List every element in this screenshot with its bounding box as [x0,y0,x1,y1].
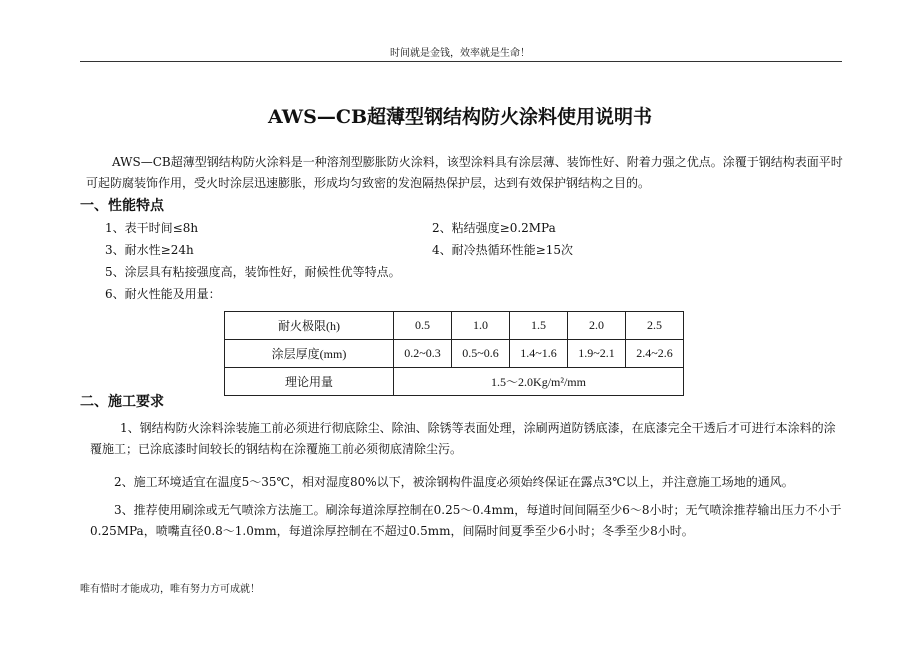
table-cell: 2.4~2.6 [626,340,684,368]
table-row [225,340,684,368]
table-cell: 1.4~1.6 [510,340,568,368]
fire-resistance-table [224,311,684,396]
table-row [225,368,684,396]
header-motto: 时间就是金钱，效率就是生命！ [390,48,530,59]
table-row-header: 耐火极限(h) [225,312,394,340]
document-title: AWS—CB超薄型钢结构防火涂料使用说明书 [267,106,653,128]
performance-item-1: 1、表干时间≤8h [105,221,199,235]
construction-step-1: 1、钢结构防火涂料涂装施工前必须进行彻底除尘、除油、除锈等表面处理，涂刷两道防锈底漆，在底漆完全干透后才可进行本涂料的涂覆施工；已涂底漆时间较长的钢结构在涂覆施工前必须彻底清除尘污。 [90,421,836,456]
performance-item-5: 5、涂层具有粘接强度高，装饰性好，耐候性优等特点。 [105,265,401,279]
performance-item-6: 6、耐火性能及用量： [105,287,221,301]
table-cell: 0.2~0.3 [394,340,452,368]
construction-step-3: 3、推荐使用刷涂或无气喷涂方法施工。刷涂每道涂厚控制在0.25～0.4mm，每道时间间隔至少6～8小时；无气喷涂推荐输出压力不小于0.25MPa，喷嘴直径0.8～1.0mm，每道涂厚控制在不超过0.5mm，间隔时间夏季至少6小时；冬季至少8小时。 [90,503,842,538]
table-row [225,312,684,340]
section-heading-construction: 二、施工要求 [80,394,164,410]
table-cell: 1.5 [510,312,568,340]
header-divider [80,61,842,62]
performance-item-2: 2、粘结强度≥0.2MPa [432,221,556,235]
table-cell: 1.0 [452,312,510,340]
table-row-header: 涂层厚度(mm) [225,340,394,368]
construction-step-2: 2、施工环境适宜在温度5～35℃，相对湿度80%以下，被涂钢构件温度必须始终保证在露点3℃以上，并注意施工场地的通风。 [114,475,794,489]
table-cell: 0.5~0.6 [452,340,510,368]
table-cell: 2.5 [626,312,684,340]
intro-paragraph: AWS—CB超薄型钢结构防火涂料是一种溶剂型膨胀防火涂料，该型涂料具有涂层薄、装饰性好、附着力强之优点。涂覆于钢结构表面平时可起防腐装饰作用，受火时涂层迅速膨胀，形成均匀致密的发泡隔热保护层，达到有效保护钢结构之目的。 [86,155,843,190]
table-cell: 2.0 [568,312,626,340]
table-row-header: 理论用量 [225,368,394,396]
performance-item-3: 3、耐水性≥24h [105,243,194,257]
performance-item-4: 4、耐冷热循环性能≥15次 [432,243,573,257]
footer-motto: 唯有惜时才能成功，唯有努力方可成就！ [80,584,260,595]
table-cell: 1.9~2.1 [568,340,626,368]
table-cell: 0.5 [394,312,452,340]
table-cell-usage: 1.5～2.0Kg/m²/mm [394,368,684,396]
section-heading-performance: 一、性能特点 [80,198,164,214]
